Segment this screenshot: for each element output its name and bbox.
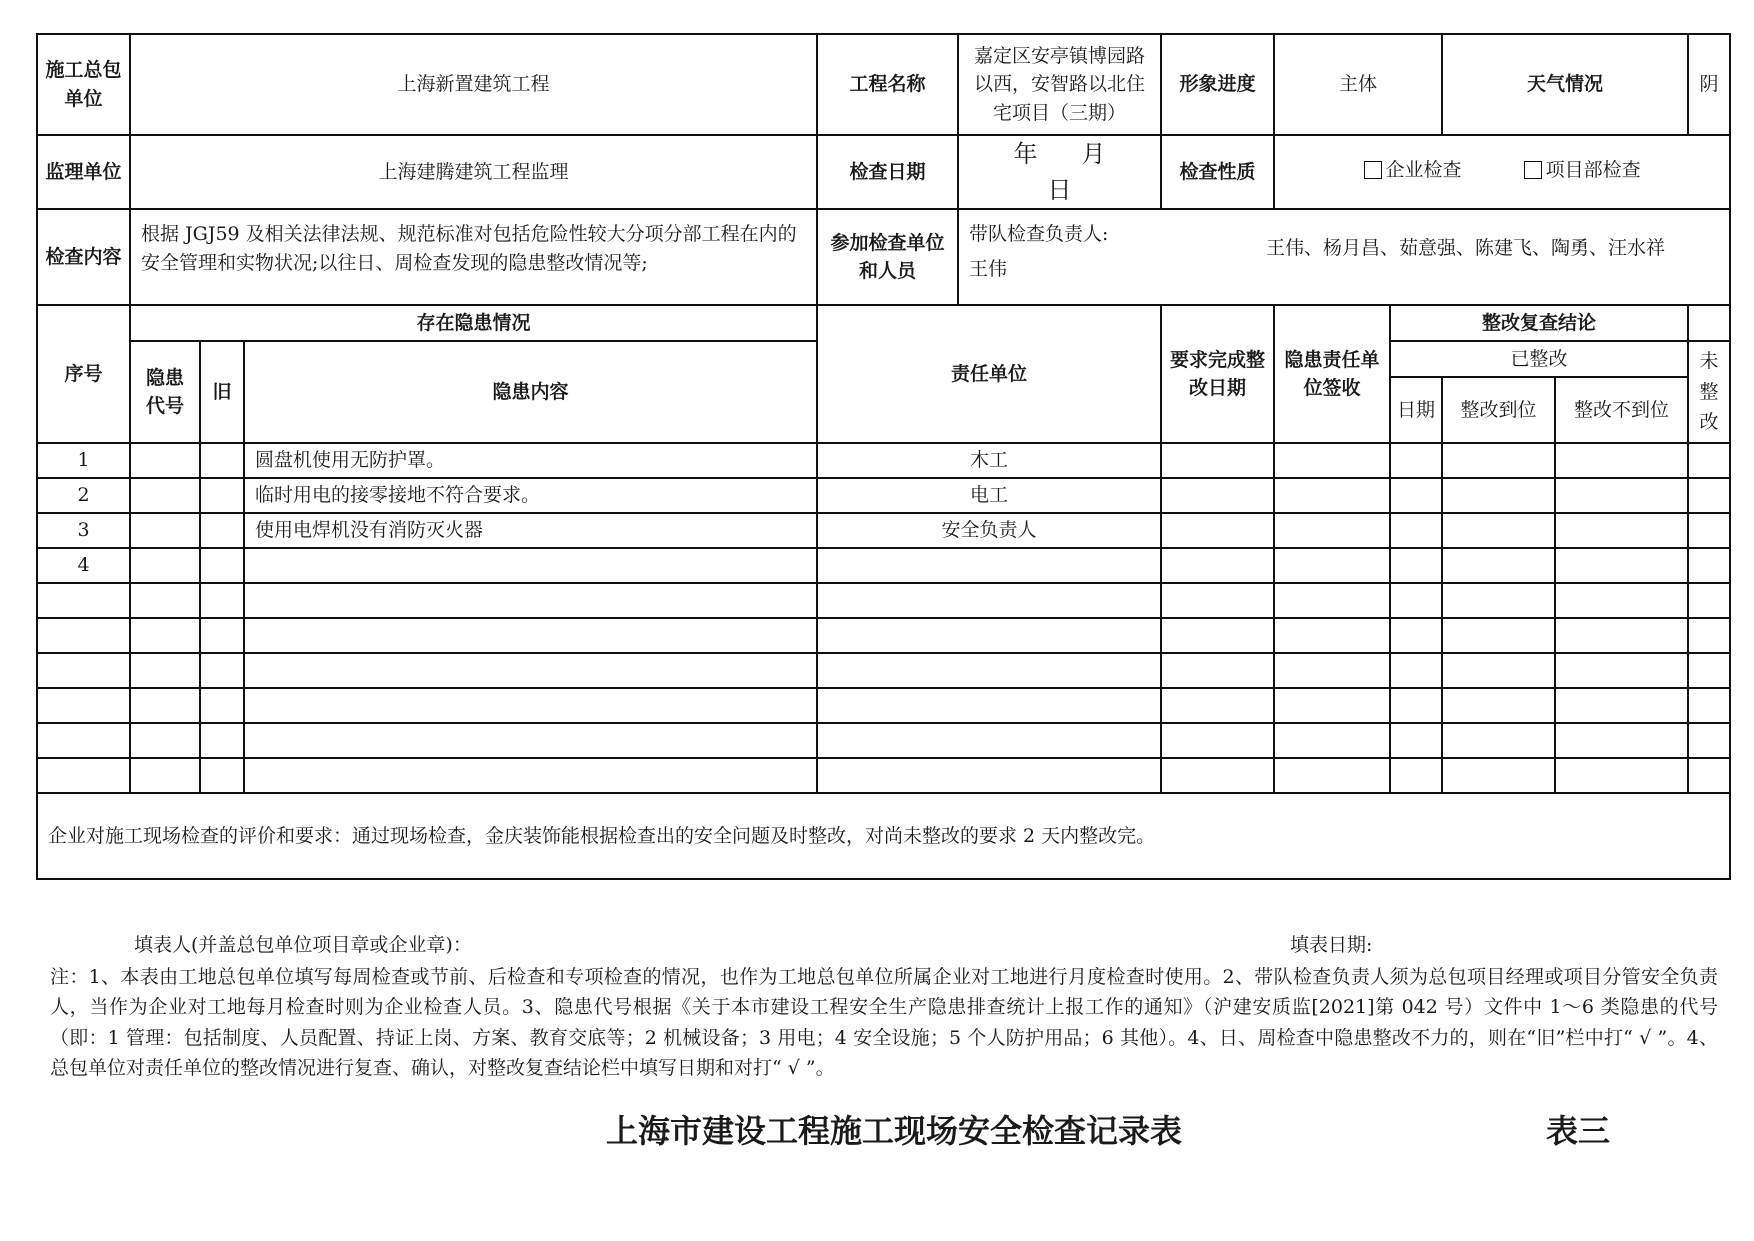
- row-in-place[interactable]: [1442, 513, 1555, 548]
- table-row: [37, 583, 1730, 618]
- table-number: 表三: [1546, 1112, 1611, 1150]
- row-unit[interactable]: [817, 688, 1161, 723]
- row-code[interactable]: [130, 688, 200, 723]
- enterprise-check-option[interactable]: [1364, 156, 1462, 185]
- row-content[interactable]: 使用电焊机没有消防灭火器: [244, 513, 817, 548]
- row-not-in-place[interactable]: [1555, 723, 1688, 758]
- header-row-contractor: [37, 34, 1730, 135]
- leader-value: 王伟: [969, 257, 1008, 280]
- row-code[interactable]: [130, 618, 200, 653]
- checkbox-icon[interactable]: [1364, 161, 1382, 179]
- row-deadline[interactable]: [1161, 618, 1274, 653]
- row-in-place[interactable]: [1442, 478, 1555, 513]
- table-row: [37, 723, 1730, 758]
- row-unit[interactable]: [817, 618, 1161, 653]
- row-in-place[interactable]: [1442, 548, 1555, 583]
- content-value[interactable]: 根据 JGJ59 及相关法律法规、规范标准对包括危险性较大分项分部工程在内的安全管理和实物状况;以往日、周检查发现的隐患整改情况等;: [130, 209, 817, 305]
- header-row-content: [37, 209, 1730, 305]
- row-unit[interactable]: [817, 583, 1161, 618]
- row-not-rectified[interactable]: [1688, 758, 1730, 793]
- checkbox-icon[interactable]: [1524, 161, 1542, 179]
- members-value: 王伟、杨月昌、茹意强、陈建飞、陶勇、汪水祥: [1266, 237, 1666, 259]
- table-header-row-1: [37, 305, 1730, 341]
- row-old[interactable]: [200, 653, 244, 688]
- table-row: [37, 653, 1730, 688]
- project-name-value[interactable]: 嘉定区安亭镇博园路以西，安智路以北住宅项目（三期）: [958, 34, 1161, 135]
- row-sign[interactable]: [1274, 618, 1390, 653]
- row-sign[interactable]: [1274, 723, 1390, 758]
- row-deadline[interactable]: [1161, 478, 1274, 513]
- row-not-in-place[interactable]: [1555, 513, 1688, 548]
- project-name-label: 工程名称: [817, 34, 958, 135]
- row-unit[interactable]: 电工: [817, 478, 1161, 513]
- project-check-label: 项目部检查: [1545, 159, 1641, 182]
- hazard-code-header: 隐患代号: [130, 341, 200, 443]
- supervisor-value[interactable]: 上海建腾建筑工程监理: [130, 135, 817, 209]
- participants-value[interactable]: [958, 209, 1730, 305]
- row-content[interactable]: [244, 758, 817, 793]
- inspection-date-label: 检查日期: [817, 135, 958, 209]
- weather-label: 天气情况: [1442, 34, 1688, 135]
- row-old[interactable]: [200, 688, 244, 723]
- table-row: [37, 513, 1730, 548]
- row-code[interactable]: [130, 723, 200, 758]
- row-deadline[interactable]: [1161, 513, 1274, 548]
- row-not-rectified[interactable]: [1688, 443, 1730, 478]
- row-in-place[interactable]: [1442, 723, 1555, 758]
- progress-label: 形象进度: [1161, 34, 1274, 135]
- row-date[interactable]: [1390, 513, 1442, 548]
- hazard-content-header: 隐患内容: [244, 341, 817, 443]
- row-deadline[interactable]: [1161, 548, 1274, 583]
- responsible-unit-header: 责任单位: [817, 305, 1161, 443]
- row-date[interactable]: [1390, 758, 1442, 793]
- table-row: [37, 758, 1730, 793]
- row-serial: 4: [37, 548, 130, 583]
- header-blank: [1688, 305, 1730, 341]
- row-not-rectified[interactable]: [1688, 618, 1730, 653]
- row-code[interactable]: [130, 548, 200, 583]
- inspection-type-label: 检查性质: [1161, 135, 1274, 209]
- serial-header: 序号: [37, 305, 130, 443]
- document-title: 上海市建设工程施工现场安全检查记录表: [606, 1112, 1183, 1150]
- row-old[interactable]: [200, 758, 244, 793]
- row-unit[interactable]: [817, 653, 1161, 688]
- note-text: 注：1、本表由工地总包单位填写每周检查或节前、后检查和专项检查的情况，也作为工地总包单位所属企业对工地进行月度检查时使用。2、带队检查负责人须为总包项目经理或项目分管安全负责人，当作为企业对工地每月检查时则为企业检查人员。3、隐患代号根据《关于本市建设工程安全生产隐患排查统计上报工作的通知》（沪建安质监[2021]第 042 号）文件中 1～6 类隐患的代号（即：1 管理：包括制度、人员配置、持证上岗、方案、教育交底等；2 机械设备；3 用电；4 安全设施；5 个人防护用品；6 其他）。4、日、周检查中隐患整改不力的，则在“旧”栏中打“ √ ”。4、总包单位对责任单位的整改情况进行复查、确认，对整改复查结论栏中填写日期和对打“ √ ”。: [50, 966, 1718, 1080]
- row-deadline[interactable]: [1161, 758, 1274, 793]
- date-year: 年: [1013, 140, 1038, 168]
- row-code[interactable]: [130, 583, 200, 618]
- row-content[interactable]: [244, 618, 817, 653]
- row-sign[interactable]: [1274, 443, 1390, 478]
- evaluation-row: [37, 793, 1730, 879]
- row-not-in-place[interactable]: [1555, 443, 1688, 478]
- row-old[interactable]: [200, 478, 244, 513]
- filler-label: 填表人(并盖总包单位项目章或企业章)：: [134, 934, 472, 956]
- row-not-rectified[interactable]: [1688, 688, 1730, 723]
- row-in-place[interactable]: [1442, 618, 1555, 653]
- rectified-header: 已整改: [1390, 341, 1688, 377]
- sign-header: 隐患责任单位签收: [1274, 305, 1390, 443]
- date-day: 日: [1047, 176, 1072, 204]
- row-serial: [37, 758, 130, 793]
- row-content[interactable]: [244, 723, 817, 758]
- row-serial: [37, 583, 130, 618]
- row-deadline[interactable]: [1161, 443, 1274, 478]
- row-not-rectified[interactable]: [1688, 513, 1730, 548]
- row-not-rectified[interactable]: [1688, 478, 1730, 513]
- row-sign[interactable]: [1274, 653, 1390, 688]
- row-code[interactable]: [130, 653, 200, 688]
- contractor-label: 施工总包单位: [37, 34, 130, 135]
- row-deadline[interactable]: [1161, 653, 1274, 688]
- row-date[interactable]: [1390, 618, 1442, 653]
- row-not-in-place[interactable]: [1555, 758, 1688, 793]
- participants-label: 参加检查单位和人员: [817, 209, 958, 305]
- row-in-place[interactable]: [1442, 688, 1555, 723]
- date-month: 月: [1081, 140, 1106, 168]
- review-conclusion-header: 整改复查结论: [1390, 305, 1688, 341]
- header-row-supervisor: [37, 135, 1730, 209]
- row-unit[interactable]: 安全负责人: [817, 513, 1161, 548]
- row-not-rectified[interactable]: [1688, 653, 1730, 688]
- inspection-date-field[interactable]: [958, 135, 1161, 209]
- in-place-header: 整改到位: [1442, 377, 1555, 443]
- table-row: [37, 688, 1730, 723]
- project-check-option[interactable]: [1524, 156, 1641, 185]
- row-sign[interactable]: [1274, 513, 1390, 548]
- evaluation-text[interactable]: 企业对施工现场检查的评价和要求：通过现场检查，金庆装饰能根据检查出的安全问题及时整改，对尚未整改的要求 2 天内整改完。: [37, 793, 1730, 879]
- not-rectified-header: 未整改: [1688, 341, 1730, 443]
- row-content[interactable]: [244, 548, 817, 583]
- row-date[interactable]: [1390, 478, 1442, 513]
- table-row: [37, 478, 1730, 513]
- row-deadline[interactable]: [1161, 583, 1274, 618]
- hazard-situation-header: 存在隐患情况: [130, 305, 817, 341]
- table-row: [37, 548, 1730, 583]
- row-unit[interactable]: 木工: [817, 443, 1161, 478]
- row-sign[interactable]: [1274, 688, 1390, 723]
- row-not-in-place[interactable]: [1555, 618, 1688, 653]
- row-deadline[interactable]: [1161, 723, 1274, 758]
- row-in-place[interactable]: [1442, 653, 1555, 688]
- contractor-value[interactable]: 上海新置建筑工程: [130, 34, 817, 135]
- date-header: 日期: [1390, 377, 1442, 443]
- row-old[interactable]: [200, 583, 244, 618]
- row-serial: [37, 688, 130, 723]
- row-not-rectified[interactable]: [1688, 583, 1730, 618]
- row-content[interactable]: [244, 583, 817, 618]
- weather-value[interactable]: 阴: [1688, 34, 1730, 135]
- row-date[interactable]: [1390, 653, 1442, 688]
- row-sign[interactable]: [1274, 478, 1390, 513]
- row-code[interactable]: [130, 443, 200, 478]
- deadline-header: 要求完成整改日期: [1161, 305, 1274, 443]
- row-not-in-place[interactable]: [1555, 478, 1688, 513]
- row-date[interactable]: [1390, 688, 1442, 723]
- row-unit[interactable]: [817, 758, 1161, 793]
- row-serial: [37, 653, 130, 688]
- row-content[interactable]: 临时用电的接零接地不符合要求。: [244, 478, 817, 513]
- old-header: 旧: [200, 341, 244, 443]
- row-serial: [37, 723, 130, 758]
- row-code[interactable]: [130, 513, 200, 548]
- row-unit[interactable]: [817, 723, 1161, 758]
- leader-label: 带队检查负责人:: [969, 223, 1109, 245]
- row-sign[interactable]: [1274, 758, 1390, 793]
- row-content[interactable]: [244, 688, 817, 723]
- row-old[interactable]: [200, 618, 244, 653]
- supervisor-label: 监理单位: [37, 135, 130, 209]
- row-old[interactable]: [200, 723, 244, 758]
- row-code[interactable]: [130, 758, 200, 793]
- row-not-rectified[interactable]: [1688, 723, 1730, 758]
- row-date[interactable]: [1390, 723, 1442, 758]
- row-code[interactable]: [130, 478, 200, 513]
- row-serial: 2: [37, 478, 130, 513]
- row-not-in-place[interactable]: [1555, 548, 1688, 583]
- row-unit[interactable]: [817, 548, 1161, 583]
- row-content[interactable]: 圆盘机使用无防护罩。: [244, 443, 817, 478]
- row-serial: [37, 618, 130, 653]
- row-old[interactable]: [200, 513, 244, 548]
- row-serial: 1: [37, 443, 130, 478]
- row-date[interactable]: [1390, 443, 1442, 478]
- inspection-record-table: [36, 33, 1731, 880]
- fill-date-label: 填表日期:: [1290, 934, 1373, 956]
- row-not-rectified[interactable]: [1688, 548, 1730, 583]
- progress-value[interactable]: 主体: [1274, 34, 1442, 135]
- row-date[interactable]: [1390, 583, 1442, 618]
- table-row: [37, 618, 1730, 653]
- row-old[interactable]: [200, 548, 244, 583]
- row-in-place[interactable]: [1442, 443, 1555, 478]
- enterprise-check-label: 企业检查: [1385, 159, 1462, 182]
- not-in-place-header: 整改不到位: [1555, 377, 1688, 443]
- row-old[interactable]: [200, 443, 244, 478]
- row-date[interactable]: [1390, 548, 1442, 583]
- row-in-place[interactable]: [1442, 583, 1555, 618]
- inspection-type-options: [1274, 135, 1730, 209]
- row-not-in-place[interactable]: [1555, 653, 1688, 688]
- row-not-in-place[interactable]: [1555, 583, 1688, 618]
- row-serial: 3: [37, 513, 130, 548]
- row-not-in-place[interactable]: [1555, 688, 1688, 723]
- row-sign[interactable]: [1274, 583, 1390, 618]
- row-in-place[interactable]: [1442, 758, 1555, 793]
- row-sign[interactable]: [1274, 548, 1390, 583]
- row-content[interactable]: [244, 653, 817, 688]
- table-row: [37, 443, 1730, 478]
- row-deadline[interactable]: [1161, 688, 1274, 723]
- content-label: 检查内容: [37, 209, 130, 305]
